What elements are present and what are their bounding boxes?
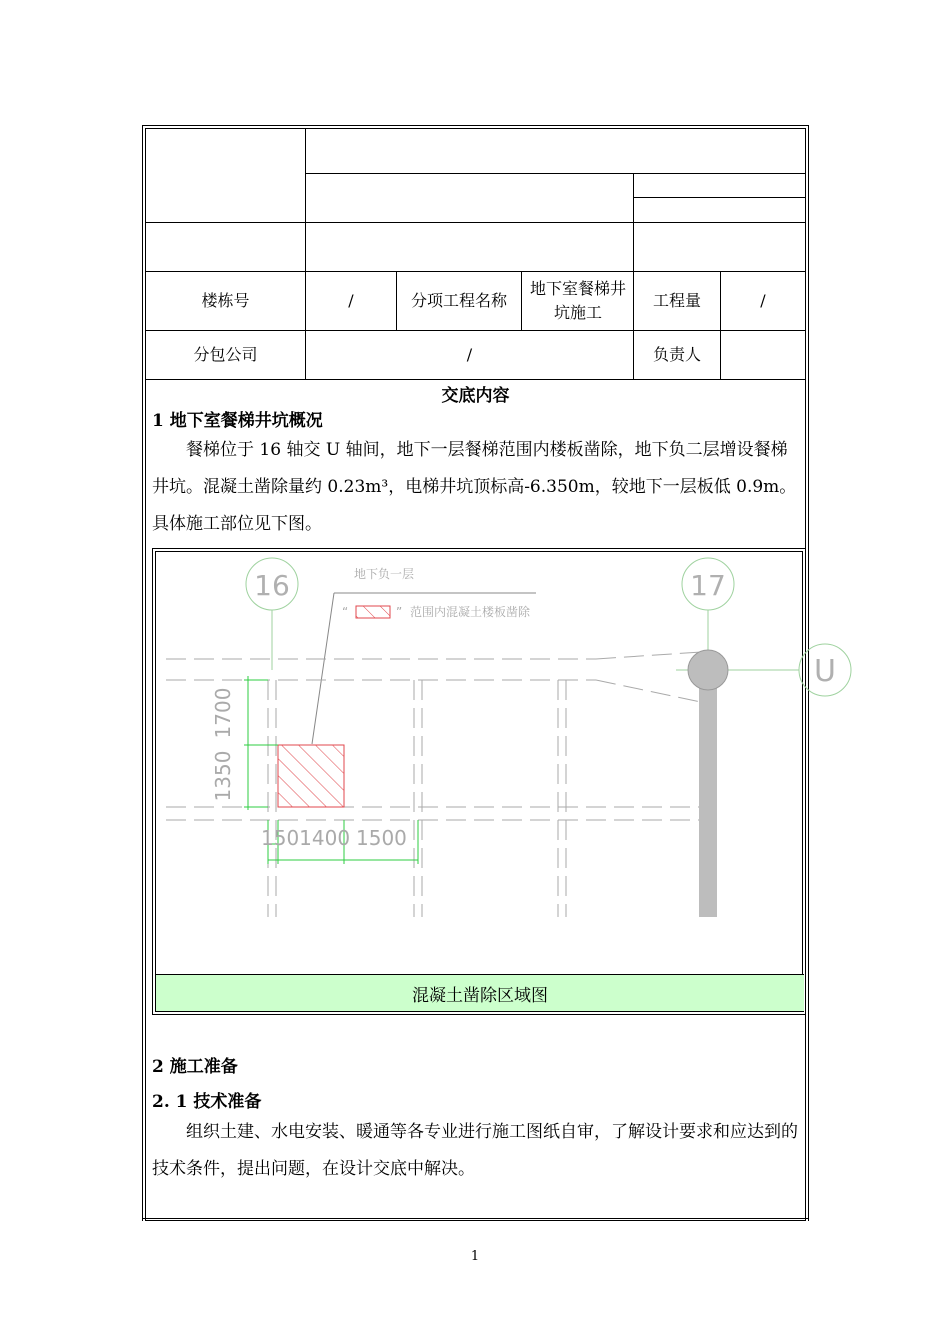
page-number: 1 [470, 1249, 480, 1264]
note-quote-close: ” [396, 605, 403, 619]
subproject-value: 地下室餐梯井坑施工 [529, 279, 626, 322]
note-line1: 地下负一层 [354, 567, 415, 581]
figure-caption: 混凝土凿除区域图 [156, 974, 804, 1012]
dim-1350: 1350 [211, 750, 235, 802]
shaft-column [699, 670, 717, 917]
quantity-label: 工程量 [652, 291, 701, 310]
axis-u-label: U [814, 654, 836, 689]
responsible-label: 负责人 [652, 345, 701, 364]
section21-paragraph: 组织土建、水电安装、暖通等各专业进行施工图纸自审，了解设计要求和应达到的技术条件，提出问题，在设计交底中解决。 [152, 1122, 798, 1179]
beam-lines [166, 652, 701, 917]
responsible-value [721, 331, 805, 379]
dim-1700: 1700 [211, 687, 235, 739]
dim-150-1400: 1501400 [261, 826, 351, 850]
section1-paragraph: 餐梯位于 16 轴交 U 轴间，地下一层餐梯范围内楼板凿除，地下负二层增设餐梯井坑。混凝土凿除量约 0.23m³，电梯井坑顶标高-6.350m，较地下一层板低 0.9m。具体施工部位见下图。 [152, 440, 797, 534]
dim-1500: 1500 [356, 826, 407, 850]
subcontractor-label: 分包公司 [193, 345, 258, 364]
axis-17-marker [682, 558, 734, 657]
axis-16-label: 16 [254, 569, 290, 602]
quantity-value: / [760, 291, 766, 310]
demolition-drawing [156, 552, 836, 974]
section1-heading: 1 地下室餐梯井坑概况 [152, 411, 323, 431]
section21-heading: 2. 1 技术准备 [152, 1092, 262, 1112]
note-line2: 范围内混凝土楼板凿除 [410, 605, 531, 619]
subcontractor-value: / [466, 345, 473, 364]
legend-hatch [356, 606, 390, 618]
demolition-area [278, 745, 344, 807]
content-title: 交底内容 [441, 386, 510, 406]
note-quote-open: “ [342, 605, 349, 619]
building-value: / [348, 291, 354, 310]
subproject-label: 分项工程名称 [410, 291, 507, 310]
axis-17-label: 17 [690, 569, 726, 602]
building-label: 楼栋号 [201, 291, 250, 310]
axis-16-marker [246, 558, 298, 670]
section2-heading: 2 施工准备 [152, 1057, 238, 1077]
shaft-head [688, 650, 728, 690]
